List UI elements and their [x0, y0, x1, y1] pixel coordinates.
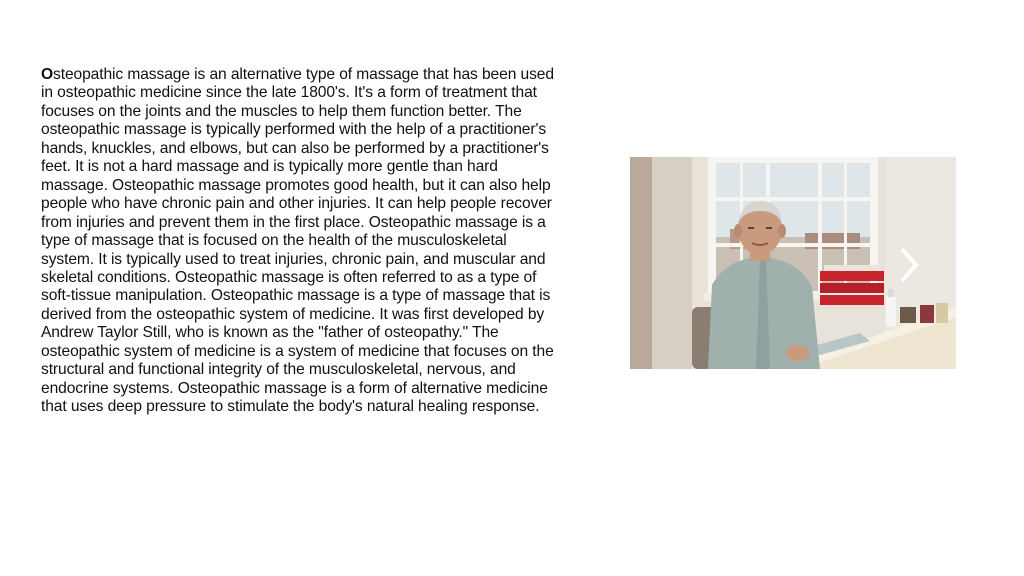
practitioner-photo: [630, 157, 956, 369]
left-wall-shadow: [652, 157, 692, 369]
bottle: [886, 295, 896, 327]
desk-item: [900, 307, 916, 323]
drop-cap: O: [41, 66, 54, 83]
body-paragraph: [41, 66, 561, 417]
photo-illustration: [630, 157, 956, 369]
left-wall-edge: [630, 157, 652, 369]
paragraph-text: steopathic massage is an alternative type of massage that has been used in osteopathic medicine since the late 1800's. It's a form of treatment that focuses on the joints and the muscles to help them function better. The osteopathic massage is typically performed with the help of a practitioner's hands, knuckles, and elbows, but can also be performed by a practitioner's feet. It is not a hard massage and is typically more gentle than hard massage. Osteopathic massage promotes good health, but it can also help people who have chronic pain and other injuries. It can help people recover from injuries and prevent them in the first place. Osteopathic massage is a type of massage that is focused on the health of the musculoskeletal system. It is typically used to treat injuries, chronic pain, and muscular and skeletal conditions. Osteopathic massage is often referred to as a type of soft-tissue manipulation. Osteopathic massage is a type of massage that is derived from the osteopathic system of medicine. It was first developed by Andrew Taylor Still, who is known as the "father of osteopathy." The osteopathic system of medicine is a system of medicine that focuses on the structural and functional integrity of the musculoskeletal, nervous, and endocrine systems. Osteopathic massage is a form of alternative medicine that uses deep pressure to stimulate the body's natural healing response.: [41, 66, 554, 416]
red-trays: [820, 265, 884, 305]
